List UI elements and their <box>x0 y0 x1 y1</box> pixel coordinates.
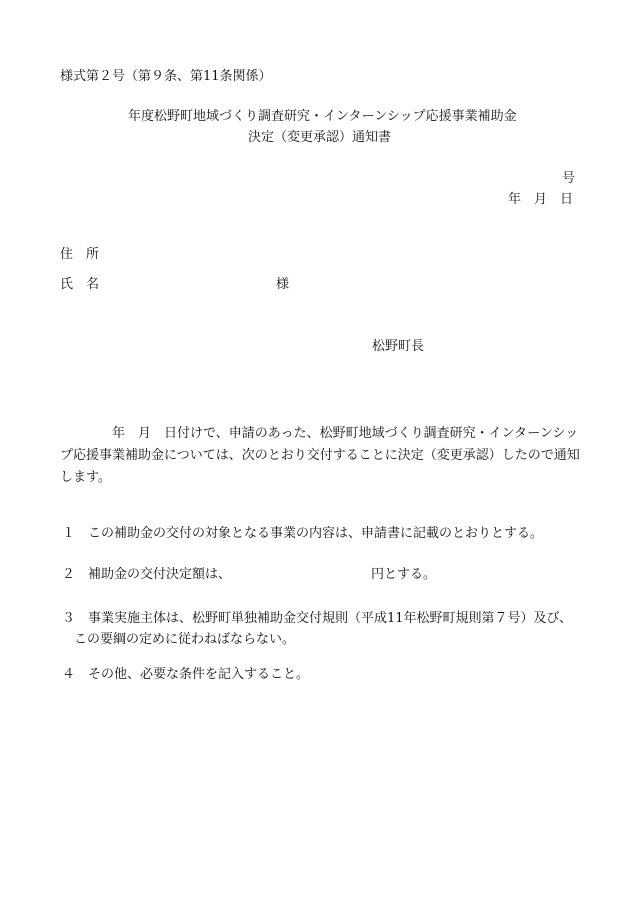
condition-text: この補助金の交付の対象となる事業の内容は、申請書に記載のとおりとする。 <box>88 526 544 541</box>
body-paragraph <box>60 423 585 489</box>
body-lead-date: 年 月 日付けで、 <box>112 426 229 441</box>
condition-text: 補助金の交付決定額は、 <box>88 567 232 582</box>
condition-text: 事業実施主体は、松野町単独補助金交付規則（平成11年松野町規則第７号）及び、 <box>88 611 573 626</box>
condition-number: ２ <box>62 567 76 582</box>
recipient-name-label: 氏 名 <box>60 277 100 292</box>
condition-item <box>62 527 543 540</box>
document-date: 年 月 日 <box>508 192 574 207</box>
condition-text: その他、必要な条件を記入すること。 <box>88 667 310 682</box>
form-number-label: 様式第２号（第９条、第11条関係） <box>60 69 272 84</box>
condition-number: １ <box>62 526 76 541</box>
document-number: 号 <box>562 171 576 186</box>
condition-text-suffix: 円とする。 <box>371 567 437 582</box>
issuer-name: 松野町長 <box>372 339 425 354</box>
condition-item <box>62 608 572 650</box>
recipient-address-label: 住 所 <box>60 247 100 262</box>
document-title-line2: 決定（変更承認）通知書 <box>248 130 392 145</box>
condition-text-continued: この要綱の定めに従わねばならない。 <box>74 632 296 647</box>
condition-number: ４ <box>62 667 76 682</box>
condition-number: ３ <box>62 611 76 626</box>
document-title-line1: 年度松野町地域づくり調査研究・インターンシップ応援事業補助金 <box>128 109 517 124</box>
recipient-honorific: 様 <box>276 277 290 292</box>
body-text: 申請のあった、松野町地域づくり調査研究・インターンシップ応援事業補助金については、次のとおり交付することに決定（変更承認）したので通知します。 <box>60 426 580 485</box>
condition-item <box>62 568 436 581</box>
condition-item <box>62 668 309 681</box>
